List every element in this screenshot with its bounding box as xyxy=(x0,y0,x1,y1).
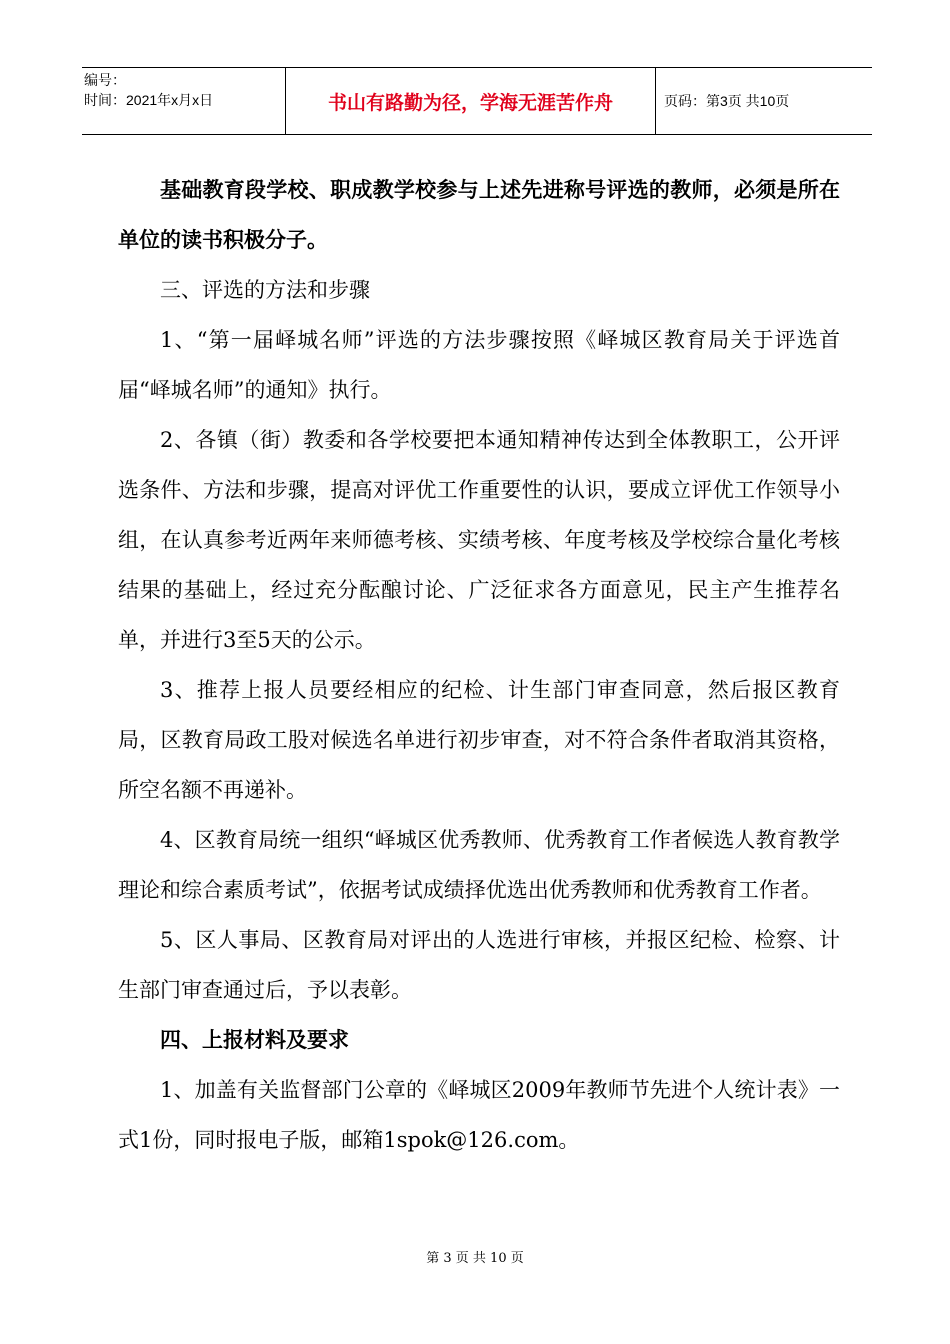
header-page-info: 页码：第3页 共10页 xyxy=(664,93,790,109)
paragraph-item-3: 3、推荐上报人员要经相应的纪检、计生部门审查同意，然后报区教育局，区教育局政工股对候选名单进行初步审查，对不符合条件者取消其资格，所空名额不再递补。 xyxy=(118,678,840,802)
page-header xyxy=(82,67,872,135)
section-heading-3: 三、评选的方法和步骤 xyxy=(160,278,370,302)
paragraph-item-2: 2、各镇（街）教委和各学校要把本通知精神传达到全体教职工，公开评选条件、方法和步骤，提高对评优工作重要性的认识，要成立评优工作领导小组，在认真参考近两年来师德考核、实绩考核、年度考核及学校综合量化考核结果的基础上，经过充分酝酿讨论、广泛征求各方面意见，民主产生推荐名单，并进行3至5天的公示。 xyxy=(118,428,840,652)
header-motto: 书山有路勤为径，学海无涯苦作舟 xyxy=(285,68,656,134)
number-label: 编号： xyxy=(84,72,126,88)
page-footer: 第 3 页 共 10 页 xyxy=(426,1251,524,1266)
paragraph-requirement: 基础教育段学校、职成教学校参与上述先进称号评选的教师，必须是所在单位的读书积极分子。 xyxy=(118,177,840,252)
document-body xyxy=(118,165,840,1165)
paragraph-item-1: 1、“第一届峄城名师”评选的方法步骤按照《峄城区教育局关于评选首届“峄城名师”的通知》执行。 xyxy=(118,328,840,402)
paragraph-item-5: 5、区人事局、区教育局对评出的人选进行审核，并报区纪检、检察、计生部门审查通过后，予以表彰。 xyxy=(118,928,840,1002)
date-label: 时间：2021年x月x日 xyxy=(84,92,214,108)
section-heading-4: 四、上报材料及要求 xyxy=(160,1027,349,1052)
paragraph-materials-1: 1、加盖有关监督部门公章的《峄城区2009年教师节先进个人统计表》一式1份，同时报电子版，邮箱1spok@126.com。 xyxy=(118,1078,840,1152)
header-meta xyxy=(82,68,285,134)
paragraph-item-4: 4、区教育局统一组织“峄城区优秀教师、优秀教育工作者候选人教育教学理论和综合素质考试”，依据考试成绩择优选出优秀教师和优秀教育工作者。 xyxy=(118,828,840,902)
